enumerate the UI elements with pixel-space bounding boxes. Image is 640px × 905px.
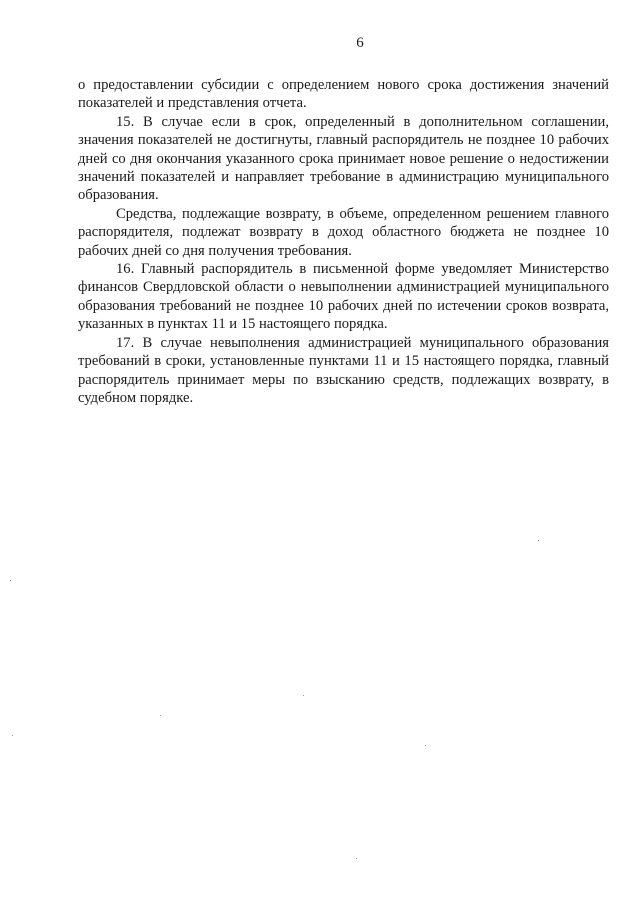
scan-speck bbox=[160, 715, 161, 716]
document-body bbox=[78, 76, 609, 407]
paragraph-item-17: 17. В случае невыполнения администрацией муниципального образования требований в сроки, установленные пунктами 11 и 15 настоящего порядка, главный распорядитель принимает меры по взысканию средств, подлежащих возврату, в судебном порядке. bbox=[78, 334, 609, 406]
scan-speck bbox=[10, 580, 11, 581]
scan-speck bbox=[12, 735, 13, 736]
paragraph-continuation: о предоставлении субсидии с определением нового срока достижения значений показателей и представления отчета. bbox=[78, 77, 609, 112]
scan-speck bbox=[356, 858, 357, 859]
paragraph-item-16: 16. Главный распорядитель в письменной форме уведомляет Министерство финансов Свердловской области о невыполнении администрацией муниципального образования требований не позднее 10 рабочих дней по истечении сроков возврата, указанных в пунктах 11 и 15 настоящего порядка. bbox=[78, 261, 609, 333]
paragraph-item-15: 15. В случае если в срок, определенный в дополнительном соглашении, значения показателей не достигнуты, главный распорядитель не позднее 10 рабочих дней со дня окончания указанного срока принимает новое решение о недостижении значений показателей и направляет требование в администрацию муниципального образования. bbox=[78, 113, 609, 204]
page-number: 6 bbox=[356, 35, 364, 51]
scan-speck bbox=[303, 695, 304, 696]
scan-speck bbox=[538, 540, 539, 541]
paragraph-item-15-funds: Средства, подлежащие возврату, в объеме, определенном решением главного распорядителя, подлежат возврату в доход областного бюджета не позднее 10 рабочих дней со дня получения требования. bbox=[78, 205, 609, 259]
scan-speck bbox=[425, 745, 426, 746]
